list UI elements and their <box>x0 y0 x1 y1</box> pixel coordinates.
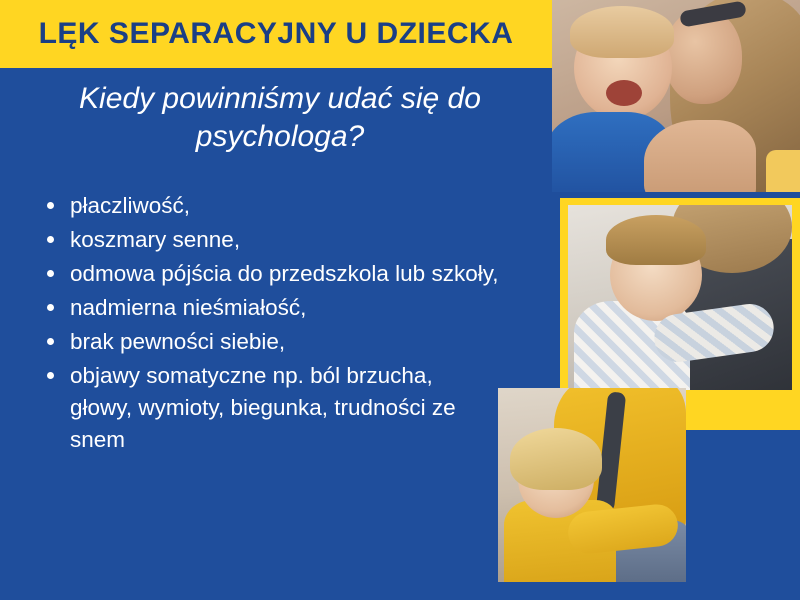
list-item-label: płaczliwość, <box>70 193 191 218</box>
bullet-dot-icon <box>47 236 54 243</box>
list-item <box>30 190 500 222</box>
photo-boy-hugging-adult <box>568 205 792 390</box>
list-item <box>30 292 500 324</box>
list-item <box>30 224 500 256</box>
list-item <box>30 258 500 290</box>
list-item-label: odmowa pójścia do przedszkola lub szkoły, <box>70 260 499 286</box>
list-item <box>30 360 500 456</box>
photo-girl-hugging-mother <box>498 388 686 582</box>
slide-subtitle: Kiedy powinniśmy udać się do psychologa? <box>79 82 481 154</box>
page-title: LĘK SEPARACYJNY U DZIECKA <box>38 17 514 51</box>
symptom-list <box>30 190 500 458</box>
bullet-dot-icon <box>47 270 54 277</box>
bullet-dot-icon <box>47 304 54 311</box>
bullet-dot-icon <box>47 202 54 209</box>
bullet-dot-icon <box>47 372 54 379</box>
list-item-label: brak pewności siebie, <box>70 328 286 354</box>
slide-title-band <box>0 0 552 68</box>
list-item <box>30 326 500 358</box>
list-item-label: koszmary senne, <box>70 226 241 252</box>
list-item-label: nadmierna nieśmiałość, <box>70 294 307 320</box>
list-item-label: objawy somatyczne np. ból brzucha, głowy, wymioty, biegunka, trudności ze snem <box>70 362 456 452</box>
bullet-dot-icon <box>47 338 54 345</box>
photo-crying-toddler-with-mother <box>552 0 800 192</box>
